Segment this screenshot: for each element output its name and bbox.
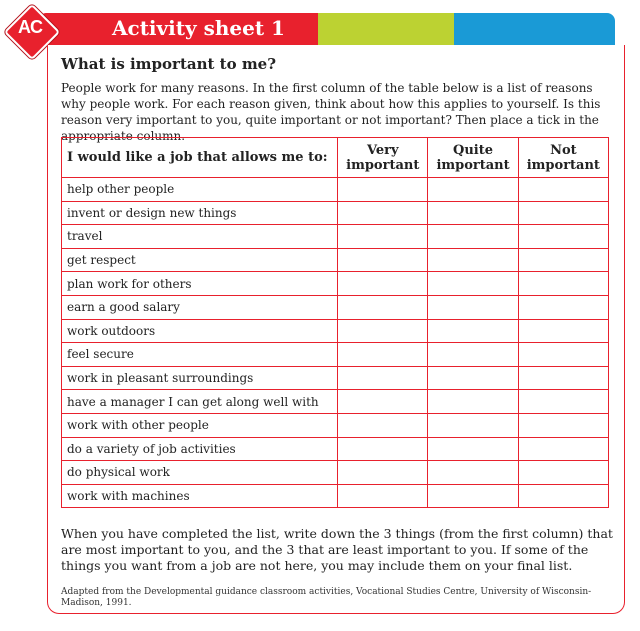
tick-cell-very-important[interactable] <box>338 390 428 414</box>
column-header-quite-important: Quite important <box>428 138 518 178</box>
table-row <box>62 366 609 390</box>
tick-cell-quite-important[interactable] <box>428 225 518 249</box>
tick-cell-very-important[interactable] <box>338 295 428 319</box>
column-header-reason: I would like a job that allows me to: <box>62 138 338 178</box>
tick-cell-not-important[interactable] <box>518 178 608 202</box>
sheet-heading: What is important to me? <box>61 55 277 73</box>
reason-cell: work with machines <box>62 484 338 508</box>
reason-cell: work outdoors <box>62 319 338 343</box>
table-row <box>62 319 609 343</box>
closing-instructions: When you have completed the list, write down the 3 things (from the first column) that are most important to you, and the 3 that are least important to you. If some of the things you want from a job are not here, you may include them on your final list. <box>61 526 613 573</box>
reason-cell: travel <box>62 225 338 249</box>
table-row <box>62 390 609 414</box>
tick-cell-very-important[interactable] <box>338 343 428 367</box>
tick-cell-not-important[interactable] <box>518 225 608 249</box>
activity-card <box>47 45 625 614</box>
banner-green-band <box>318 13 454 45</box>
table-row <box>62 437 609 461</box>
tick-cell-quite-important[interactable] <box>428 178 518 202</box>
tick-cell-quite-important[interactable] <box>428 366 518 390</box>
sheet-intro: People work for many reasons. In the first column of the table below is a list of reasons why people work. For each reason given, think about how this applies to yourself. Is this reason very important to you, quite important or not important? Then place a tick in the appropriate column. <box>61 81 601 143</box>
reasons-table <box>61 137 609 508</box>
tick-cell-very-important[interactable] <box>338 366 428 390</box>
table-row <box>62 201 609 225</box>
table-row <box>62 343 609 367</box>
source-citation: Adapted from the Developmental guidance classroom activities, Vocational Studies Centre, University of Wisconsin-Madison, 1991. <box>61 587 592 608</box>
reasons-table-body <box>62 178 609 508</box>
tick-cell-quite-important[interactable] <box>428 248 518 272</box>
tick-cell-not-important[interactable] <box>518 437 608 461</box>
reason-cell: help other people <box>62 178 338 202</box>
tick-cell-very-important[interactable] <box>338 201 428 225</box>
reason-cell: work in pleasant surroundings <box>62 366 338 390</box>
table-row <box>62 484 609 508</box>
tick-cell-not-important[interactable] <box>518 413 608 437</box>
tick-cell-not-important[interactable] <box>518 484 608 508</box>
column-header-not-important: Not important <box>518 138 608 178</box>
tick-cell-very-important[interactable] <box>338 272 428 296</box>
table-row <box>62 413 609 437</box>
reason-cell: earn a good salary <box>62 295 338 319</box>
tick-cell-quite-important[interactable] <box>428 201 518 225</box>
reason-cell: work with other people <box>62 413 338 437</box>
banner-blue-band <box>454 13 615 45</box>
tick-cell-quite-important[interactable] <box>428 437 518 461</box>
tick-cell-not-important[interactable] <box>518 272 608 296</box>
tick-cell-very-important[interactable] <box>338 248 428 272</box>
tick-cell-not-important[interactable] <box>518 248 608 272</box>
column-header-very-important: Very important <box>338 138 428 178</box>
table-row <box>62 178 609 202</box>
tick-cell-quite-important[interactable] <box>428 484 518 508</box>
tick-cell-not-important[interactable] <box>518 390 608 414</box>
table-row <box>62 461 609 485</box>
tick-cell-not-important[interactable] <box>518 343 608 367</box>
logo-text: AC <box>18 17 42 37</box>
tick-cell-very-important[interactable] <box>338 413 428 437</box>
table-row <box>62 225 609 249</box>
table-row <box>62 272 609 296</box>
table-row <box>62 248 609 272</box>
reason-cell: do a variety of job activities <box>62 437 338 461</box>
reason-cell: get respect <box>62 248 338 272</box>
tick-cell-very-important[interactable] <box>338 178 428 202</box>
banner-title: Activity sheet 1 <box>112 16 285 40</box>
tick-cell-not-important[interactable] <box>518 366 608 390</box>
tick-cell-quite-important[interactable] <box>428 461 518 485</box>
header-banner <box>40 13 615 45</box>
tick-cell-very-important[interactable] <box>338 319 428 343</box>
tick-cell-very-important[interactable] <box>338 484 428 508</box>
tick-cell-quite-important[interactable] <box>428 413 518 437</box>
reason-cell: have a manager I can get along well with <box>62 390 338 414</box>
tick-cell-very-important[interactable] <box>338 437 428 461</box>
tick-cell-not-important[interactable] <box>518 461 608 485</box>
tick-cell-quite-important[interactable] <box>428 390 518 414</box>
tick-cell-not-important[interactable] <box>518 295 608 319</box>
table-header-row <box>62 138 609 178</box>
tick-cell-quite-important[interactable] <box>428 295 518 319</box>
tick-cell-quite-important[interactable] <box>428 272 518 296</box>
tick-cell-quite-important[interactable] <box>428 343 518 367</box>
tick-cell-very-important[interactable] <box>338 461 428 485</box>
reason-cell: feel secure <box>62 343 338 367</box>
reason-cell: plan work for others <box>62 272 338 296</box>
reason-cell: invent or design new things <box>62 201 338 225</box>
tick-cell-not-important[interactable] <box>518 319 608 343</box>
tick-cell-not-important[interactable] <box>518 201 608 225</box>
tick-cell-quite-important[interactable] <box>428 319 518 343</box>
reason-cell: do physical work <box>62 461 338 485</box>
table-row <box>62 295 609 319</box>
tick-cell-very-important[interactable] <box>338 225 428 249</box>
